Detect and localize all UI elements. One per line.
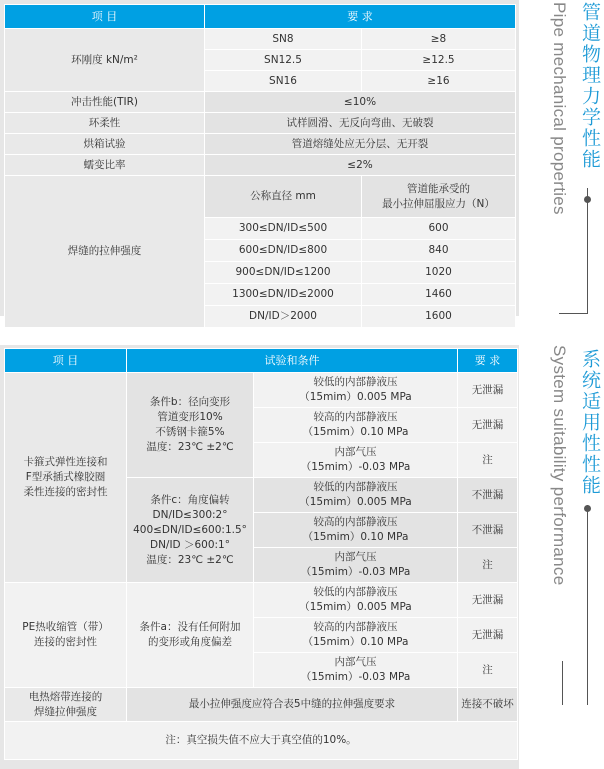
- side-heading-suitability: [519, 345, 604, 769]
- ring-class: SN16: [205, 71, 362, 92]
- weld-stress: 840: [362, 240, 516, 262]
- flexibility-value: 试样圆滑、无反向弯曲、无破裂: [205, 113, 516, 134]
- weld-stress: 600: [362, 218, 516, 240]
- test-requirement: 注: [458, 653, 518, 688]
- test-requirement: 无泄漏: [458, 373, 518, 408]
- test-requirement: 不泄漏: [458, 478, 518, 513]
- test-description: 较低的内部静液压 （15mim）0.005 MPa: [254, 583, 458, 618]
- ring-value: ≥12.5: [362, 50, 516, 71]
- divider-line: [587, 505, 588, 705]
- divider-line: [562, 661, 563, 705]
- header-conditions: 试验和条件: [127, 349, 458, 373]
- test-description: 内部气压 （15mim）-0.03 MPa: [254, 653, 458, 688]
- creep-value: ≤2%: [205, 155, 516, 176]
- ring-value: ≥16: [362, 71, 516, 92]
- test-description: 内部气压 （15mim）-0.03 MPa: [254, 548, 458, 583]
- test-description: 较高的内部静液压 （15mim）0.10 MPa: [254, 408, 458, 443]
- fusion-weld-requirement: 连接不破坏: [458, 688, 518, 722]
- impact-value: ≤10%: [205, 92, 516, 113]
- test-description: 较高的内部静液压 （15mim）0.10 MPa: [254, 618, 458, 653]
- test-requirement: 不泄漏: [458, 513, 518, 548]
- header-item: 项 目: [5, 349, 127, 373]
- oven-test-value: 管道熔缝处应无分层、无开裂: [205, 134, 516, 155]
- weld-diameter: 1300≤DN/ID≤2000: [205, 284, 362, 306]
- mechanical-properties-table: [4, 4, 516, 328]
- weld-stress: 1020: [362, 262, 516, 284]
- header-requirement: 要 求: [458, 349, 518, 373]
- test-requirement: 无泄漏: [458, 583, 518, 618]
- side-title-zh: 系统适用性性能: [579, 349, 601, 496]
- divider-line: [587, 188, 588, 313]
- header-requirement: 要 求: [205, 5, 516, 29]
- weld-diameter: 900≤DN/ID≤1200: [205, 262, 362, 284]
- clamp-joint-label: 卡箍式弹性连接和 F型承插式橡胶圈 柔性连接的密封性: [5, 373, 127, 583]
- ring-class: SN8: [205, 29, 362, 50]
- test-description: 较高的内部静液压 （15mim）0.10 MPa: [254, 513, 458, 548]
- test-requirement: 注: [458, 548, 518, 583]
- condition-a: 条件a：没有任何附加 的变形或角度偏差: [127, 583, 254, 688]
- condition-b: 条件b：径向变形 管道变形10% 不锈钢卡箍5% 温度：23℃ ±2℃: [127, 373, 254, 478]
- oven-test-label: 烘箱试验: [5, 134, 205, 155]
- weld-diameter: 300≤DN/ID≤500: [205, 218, 362, 240]
- system-suitability-table: [4, 348, 518, 760]
- side-title-en: Pipe mechanical properties: [550, 2, 569, 215]
- fusion-weld-label: 电热熔带连接的 焊缝拉伸强度: [5, 688, 127, 722]
- divider-dot: [584, 196, 591, 203]
- divider-line: [559, 313, 588, 314]
- weld-diameter: 600≤DN/ID≤800: [205, 240, 362, 262]
- pe-shrink-label: PE热收缩管（带） 连接的密封性: [5, 583, 127, 688]
- test-requirement: 注: [458, 443, 518, 478]
- weld-diameter: DN/ID＞2000: [205, 306, 362, 328]
- test-description: 内部气压 （15mim）-0.03 MPa: [254, 443, 458, 478]
- impact-label: 冲击性能(TIR): [5, 92, 205, 113]
- ring-stiffness-label: 环刚度 kN/m²: [5, 29, 205, 92]
- weld-head-diameter: 公称直径 mm: [205, 176, 362, 218]
- table-note: 注：真空损失值不应大于真空值的10%。: [5, 722, 518, 760]
- divider-dot: [584, 505, 591, 512]
- weld-stress: 1600: [362, 306, 516, 328]
- header-item: 项 目: [5, 5, 205, 29]
- fusion-weld-condition: 最小拉伸强度应符合表5中缝的拉伸强度要求: [127, 688, 458, 722]
- side-title-en: System suitability performance: [550, 345, 569, 586]
- weld-stress: 1460: [362, 284, 516, 306]
- test-requirement: 无泄漏: [458, 408, 518, 443]
- weld-head-stress: 管道能承受的 最小拉伸屈服应力（N）: [362, 176, 516, 218]
- creep-label: 蠕变比率: [5, 155, 205, 176]
- test-requirement: 无泄漏: [458, 618, 518, 653]
- side-heading-mechanical: [519, 0, 604, 316]
- side-title-zh: 管道物理力学性能: [579, 2, 601, 170]
- flexibility-label: 环柔性: [5, 113, 205, 134]
- weld-strength-label: 焊缝的拉伸强度: [5, 176, 205, 328]
- ring-value: ≥8: [362, 29, 516, 50]
- condition-c: 条件c：角度偏转 DN/ID≤300:2° 400≤DN/ID≤600:1.5° DN/ID ＞600:1° 温度：23℃ ±2℃: [127, 478, 254, 583]
- ring-class: SN12.5: [205, 50, 362, 71]
- test-description: 较低的内部静液压 （15mim）0.005 MPa: [254, 373, 458, 408]
- test-description: 较低的内部静液压 （15mim）0.005 MPa: [254, 478, 458, 513]
